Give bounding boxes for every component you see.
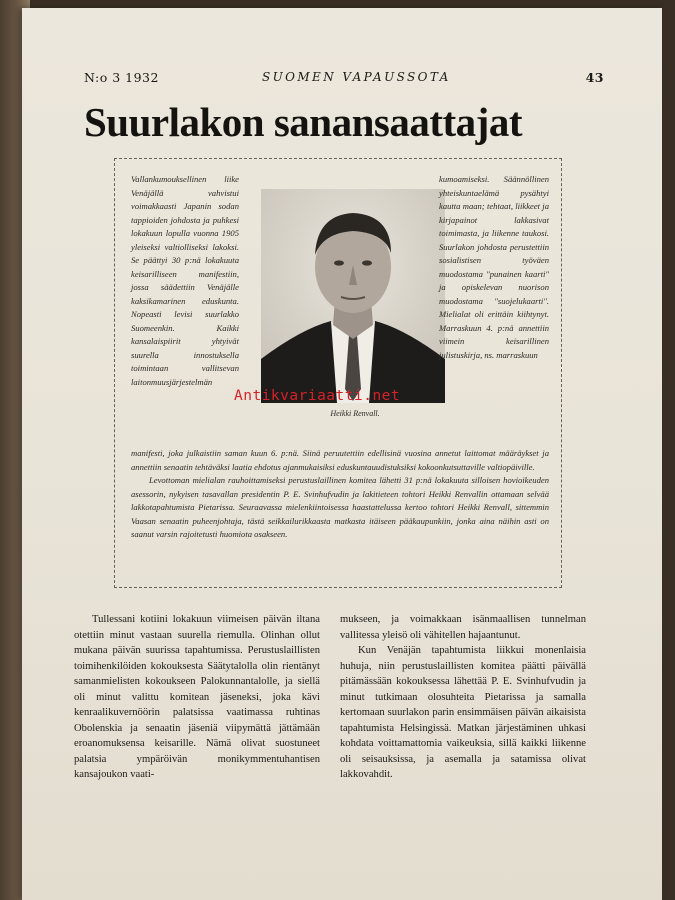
body-paragraph: Kun Venäjän tapahtumista liikkui monenlaisia huhuja, niin perustuslaillisten komitea päätti päivällä pitämässään kokouksessa lähettää P. E. Svinhufvudin ja minut tutkimaan olosuhteita Pietarissa ja samalla kertomaan suurlakon parin ensimmäisen päivän aikaisista tapahtumista Helsingissä. Matkan järjestäminen uhkasi kohdata voittamattomia vaikeuksia, sillä kaikki liikenne oli seisauksissa, ja asemalla ja satamissa olivat lakkovahdit. bbox=[340, 645, 586, 781]
watermark-text: Antikvariaatti.net bbox=[234, 388, 401, 404]
body-paragraph: mukseen, ja voimakkaan isänmaallisen tunnelman vallitessa yleisö oli vähitellen hajaantunut. bbox=[340, 614, 586, 641]
magazine-title: SUOMEN VAPAUSSOTA bbox=[262, 70, 451, 84]
body-right-column bbox=[340, 612, 586, 783]
intro-paragraph: Levottoman mielialan rauhoittamiseksi perustuslaillinen komitea lähetti 31 p:nä lokakuuta silloisen hovioikeuden asessorin, nykyisen tasavallan presidentin P. E. Svinhufvudin ja lakitieteen tohtori Heikki Renvallin ottamaan selvää lakkotapahtumista Pietarissa. Seuraavassa mielenkiintoisessa haastattelussa kertoo tohtori Heikki Renvall, sittemmin Vaasan senaatin puheenjohtaja, tästä seikkailurikkaasta matkasta itäiseen pääkaupunkiin, jonka aina näihin asti on saanut varsin rajoitetusti huomiota osakseen. bbox=[131, 475, 549, 539]
portrait-caption: Heikki Renvall. bbox=[330, 409, 380, 418]
intro-full-width bbox=[131, 447, 549, 542]
body-paragraph: Tullessani kotiini lokakuun viimeisen päivän iltana otettiin minut vastaan suurella riemulla. Olinhan ollut mukana päivän suurissa tapahtumissa. Perustuslaillisten toimihenkilöiden kokouksesta Säätytalolla olin rientänyt samanmielisten kokoukseen Palokunnantalolle, ja siellä oli minut valittu komitean jäseneksi, joka kävi kenraalikuvernöörin palatsissa vaatimassa ruhtinas Obolenskia ja senaatin jäseniä viipymättä jättämään eroanomuksensa keisarille. Nämä olivat suostuneet palatsia ympäröivän monikymmentuhantisen kansajoukon vaati- bbox=[74, 614, 320, 781]
body-left-column bbox=[74, 612, 320, 783]
page-header bbox=[84, 70, 604, 90]
portrait-photo bbox=[261, 189, 445, 403]
article-headline: Suurlakon sanansaattajat bbox=[84, 99, 522, 145]
intro-box bbox=[114, 158, 562, 588]
intro-paragraph: manifesti, joka julkaistiin saman kuun 6. p:nä. Siinä peruutettiin edellisinä vuosina annetut laittomat määräykset ja annettiin senaatin tehtäväksi laatia ehdotus ajanmukaisiksi eduskuntauudistuksiksi kokoonkutsuttaville valtiopäiville. bbox=[131, 448, 549, 472]
portrait-icon bbox=[261, 189, 445, 403]
magazine-page bbox=[22, 8, 662, 900]
page-number: 43 bbox=[585, 70, 604, 85]
issue-number: N:o 3 1932 bbox=[84, 70, 159, 85]
intro-right-column: kumoamiseksi. Säännöllinen yhteiskuntaelämä pysähtyi kautta maan; tehtaat, liikkeet ja kirjapainot lakkasivat toimimasta, ja liikenne taukosi. Suurlakon johdosta perustettiin sosialistisen työväen muodostama "punainen kaarti" ja opiskelevan nuorison muodostama "suojelukaarti". Mielialat oli erittäin kiihtynyt. Marraskuun 4. p:nä annettiin viimein keisarillinen julistuskirja, ns. marraskuun bbox=[439, 174, 549, 360]
intro-left-column: Vallankumouksellinen liike Venäjällä vahvistui voimakkaasti Japanin sodan tappioiden johdosta ja puhkesi lokakuun lopulla vuonna 1905 yleiseksi valtiolliseksi lakoksi. Se päättyi 30 p:nä lokakuuta keisarilliseen manifestiin, jossa säädettiin Venäjälle kaksikamarinen eduskunta. Nopeasti levisi suurlakko Suomeenkin. Kaikki kansalaispiirit yhtyivät suurella innostuksella toimintaan vallitsevan laitonmuusjärjestelmän bbox=[131, 174, 239, 387]
